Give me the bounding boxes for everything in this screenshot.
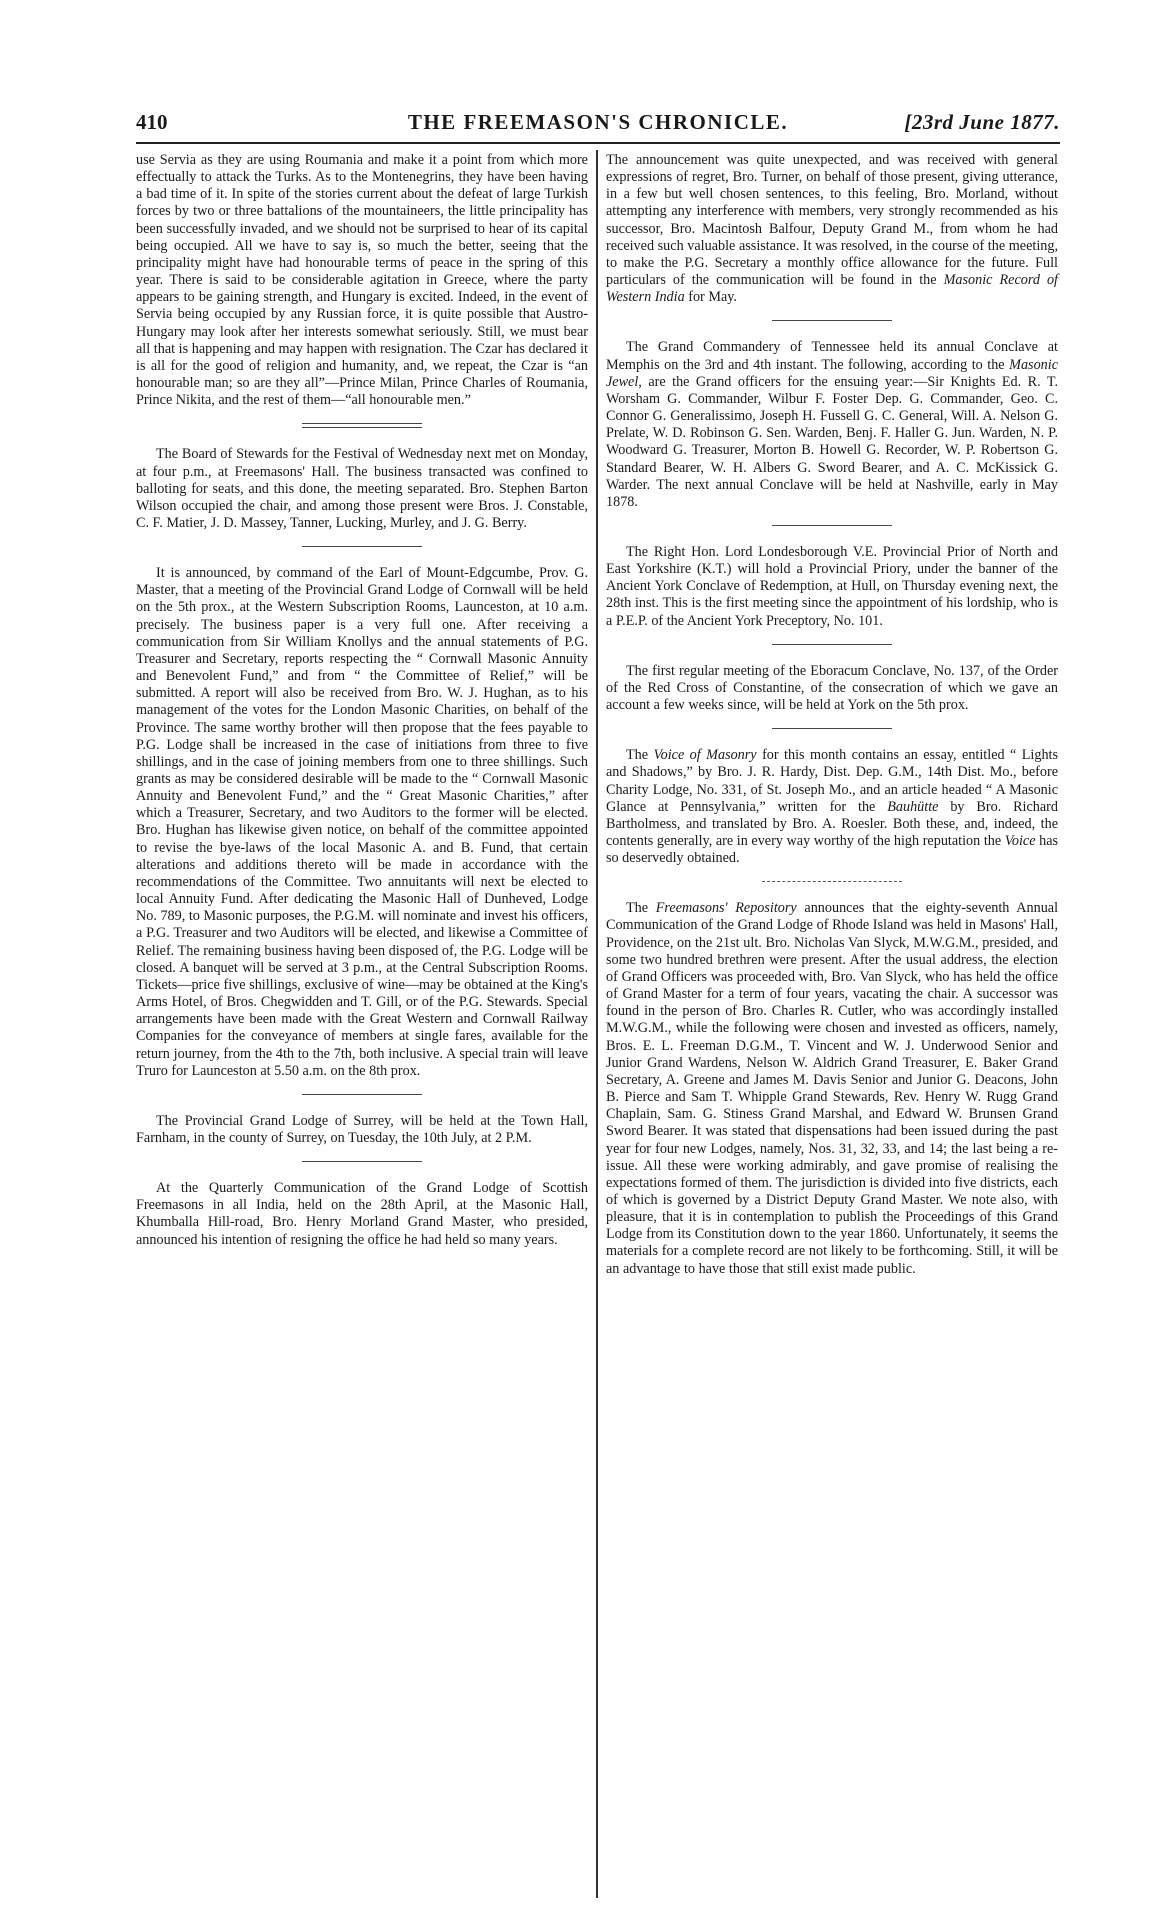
left-column [136, 152, 588, 1249]
column-divider [596, 150, 598, 1898]
article-rhode-island: The Freemasons' Repository announces that the eighty-seventh Annual Communication of the Grand Lodge of Rhode Island was held in Masons' Hall, Providence, on the 21st ult. Bro. Nicholas Van Slyck, M.W.G.M., presided, and some two hundred brethren were present. After the usual address, the election of Grand Officers was proceeded with, Bro. Van Slyck, who has held the office of Grand Master for a term of four years, vacating the chair. A successor was found in the person of Bro. Charles R. Cutler, who was accordingly installed M.W.G.M., while the following were chosen and invested as officers, namely, Bros. E. L. Freeman D.G.M., T. Vincent and W. J. Underwood Senior and Junior Grand Wardens, Nelson W. Aldrich Grand Treasurer, E. Baker Grand Secretary, A. Greene and James M. Davis Senior and Junior G. Deacons, John B. Pierce and Sam T. Whipple Grand Stewards, Rev. Henry W. Rugg Grand Chaplain, Sam. G. Stiness Grand Marshal, and Edward W. Brunsen Grand Sword Bearer. It was stated that dispensations had been issued during the past year for four new Lodges, namely, Nos. 31, 32, 33, and 14; the last being a re-issue. All these were working admirably, and gave promise of realising the expectations formed of them. The jurisdiction is divided into five districts, each of which is governed by a District Deputy Grand Master. We note also, with pleasure, that it is in contemplation to publish the Proceedings of this Grand Lodge from its Constitution down to the year 1860. Unfortunately, it seems the materials for a complete record are not likely to be forthcoming. Still, it will be an advantage to have those that still exist made public. [606, 900, 1059, 1277]
section-separator [772, 728, 892, 729]
article-india-continued: The announcement was quite unexpected, and was received with general expressions of regret, Bro. Turner, on behalf of those present, giving utterance, in a few but well chosen sentences, to this feeling, Bro. Morland, without attempting any interference with members, very strongly recommended as his successor, Bro. Macintosh Balfour, Deputy Grand M., from whom he had received such valuable assistance. It was resolved, in the course of the meeting, to make the P.G. Secretary a monthly office allowance for the future. Full particulars of the communication will be found in the Masonic Record of Western India for May. [606, 152, 1058, 306]
header-rule [136, 142, 1060, 144]
italic-title: Masonic Jewel, [606, 356, 1059, 390]
italic-title: Masonic Record of Western India [606, 272, 1058, 306]
section-separator [302, 546, 422, 547]
article-tennessee: The Grand Commandery of Tennessee held its annual Conclave at Memphis on the 3rd and 4th instant. The following, according to the Masonic Jewel, are the Grand officers for the ensuing year:—Sir Knights Ed. R. T. Worsham G. Commander, Wilbur F. Foster Dep. G. Commander, Geo. C. Connor G. Generalissimo, Joseph H. Fussell G. C. General, Will. A. Nelson G. Prelate, W. D. Robinson G. Sen. Warden, Benj. F. Haller G. Jun. Warden, N. P. Woodward G. Treasurer, Morton B. Howell G. Recorder, W. P. Robertson G. Standard Bearer, W. H. Albers G. Sword Bearer, and A. C. McKissick G. Warder. The next annual Conclave will be held at Nashville, early in May 1878. [606, 339, 1059, 510]
section-separator [302, 1094, 422, 1095]
section-separator [772, 525, 892, 526]
article-eboracum: The first regular meeting of the Eboracum Conclave, No. 137, of the Order of the Red Cross of Constantine, of the consecration of which we gave an account a few weeks since, will be held at York on the 5th prox. [606, 662, 1058, 714]
section-separator [302, 423, 422, 428]
article-voice-of-masonry: The Voice of Masonry for this month contains an essay, entitled “ Lights and Shadows,” by Bro. J. R. Hardy, Dist. Dep. G.M., 14th Dist. Mo., before Charity Lodge, No. 331, of St. Joseph Mo., and an article headed “ A Masonic Glance at Pennsylvania,” written for the Bauhütte by Bro. Richard Bartholmess, and translated by Bro. A. Roesler. Both these, and, indeed, the contents generally, are in every way worthy of the high reputation the Voice has so deservedly obtained. [606, 747, 1059, 867]
article-surrey: The Provincial Grand Lodge of Surrey, will be held at the Town Hall, Farnham, in the county of Surrey, on Tuesday, the 10th July, at 2 P.M. [136, 1112, 588, 1146]
italic-title: Voice of Masonry [653, 747, 757, 764]
article-india: At the Quarterly Communication of the Grand Lodge of Scottish Freemasons in all India, held on the 28th April, at the Masonic Hall, Khumballa Hill-road, Bro. Henry Morland Grand Master, who presided, announced his intention of resigning the office he had held so many years. [136, 1180, 588, 1248]
article-servia: use Servia as they are using Roumania and make it a point from which more effectually to attack the Turks. As to the Montenegrins, they have been having a bad time of it. In spite of the stories current about the defeat of large Turkish forces by two or three battalions of the mountaineers, the little principality has been successfully invaded, and we should not be surprised to hear of its capital being occupied. All we have to say is, so much the better, seeing that the principality might have had honourable terms of peace in the spring of this year. There is said to be considerable agitation in Greece, where the party appears to be gaining strength, and Hungary is excited. Indeed, in the event of Servia being occupied by any Russian force, it is quite possible that Austro-Hungary may look after her interests somewhat seriously. Still, we must bear all that is happening and may happen with resignation. The Czar has declared it is all for the good of religion and humanity, and, we repeat, the Czar is “an honourable man; so are they all”—Prince Milan, Prince Charles of Roumania, Prince Nikita, and the rest of them—“all honourable men.” [136, 152, 588, 409]
page-header [136, 110, 1060, 142]
article-cornwall: It is announced, by command of the Earl of Mount-Edgcumbe, Prov. G. Master, that a meeting of the Provincial Grand Lodge of Cornwall will be held on the 5th prox., at the Western Subscription Rooms, Launceston, at 10 a.m. precisely. The business paper is a very full one. After receiving a communication from Sir William Knollys and the annual statements of P.G. Treasurer and Secretary, reports respecting the “ Cornwall Masonic Annuity and Benevolent Fund,” and from “ the Committee of Relief,” will be submitted. A report will also be received from Bro. W. J. Hughan, as to his management of the votes for the London Masonic Charities, on behalf of the Province. The same worthy brother will then propose that the fees payable to P.G. Lodge shall be increased in the case of initiations from three to five shillings, and in the case of joining members from one to three shillings. Such grants as may be considered desirable will be made to the “ Cornwall Masonic Annuity and Benevolent Fund,” and the “ Great Masonic Charities,” after which a Treasurer, Secretary, and two Auditors to the former will be elected. Bro. Hughan has likewise given notice, on behalf of the committee appointed to revise the bye-laws of the local Masonic A. and B. Fund, that certain alterations and additions thereto will be made in accordance with the recommendations of the Committee. Two annuitants will next be elected to local Annuity Fund. After dedicating the Masonic Hall of Dunheved, Lodge No. 789, to Masonic purposes, the P.G.M. will nominate and invest his officers, a P.G. Treasurer and two Auditors will be elected, and likewise a Committee of Relief. The remaining business having been disposed of, the P.G. Lodge will be closed. A banquet will be served at 3 p.m., at the Central Subscription Rooms. Tickets—price five shillings, exclusive of wine—may be obtained at the King's Arms Hotel, of Bros. Chegwidden and T. Gill, or of the P.G. Stewards. Special arrangements have been made with the Great Western and Cornwall Railway Companies for the conveyance of members at single fares, available for the return journey, from the 4th to the 7th, both inclusive. A special train will leave Truro for Launceston at 5.50 a.m. on the 8th prox. [136, 565, 588, 1079]
section-separator [762, 881, 902, 882]
section-separator [772, 320, 892, 321]
section-separator [302, 1161, 422, 1162]
right-column [606, 152, 1058, 1278]
article-londesborough: The Right Hon. Lord Londesborough V.E. Provincial Prior of North and East Yorkshire (K.T.) will hold a Provincial Priory, under the banner of the Ancient York Conclave of Redemption, at Hull, on Thursday evening next, the 28th inst. This is the first meeting since the appointment of his lordship, who is a P.E.P. of the Ancient York Preceptory, No. 101. [606, 543, 1058, 629]
article-board-of-stewards: The Board of Stewards for the Festival of Wednesday next met on Monday, at four p.m., at Freemasons' Hall. The business transacted was confined to balloting for seats, and this done, the meeting separated. Bro. Stephen Barton Wilson occupied the chair, and among those present were Bros. J. Constable, C. F. Matier, J. D. Massey, Tanner, Lucking, Murley, and J. G. Berry. [136, 446, 588, 531]
italic-title: Freemasons' Repository [655, 900, 797, 917]
publication-title: THE FREEMASON'S CHRONICLE. [407, 110, 789, 134]
page-number: 410 [136, 110, 168, 134]
issue-date: [23rd June 1877. [904, 110, 1060, 134]
italic-title: Voice [1004, 833, 1036, 849]
italic-title: Bauhütte [887, 798, 939, 815]
section-separator [772, 644, 892, 645]
